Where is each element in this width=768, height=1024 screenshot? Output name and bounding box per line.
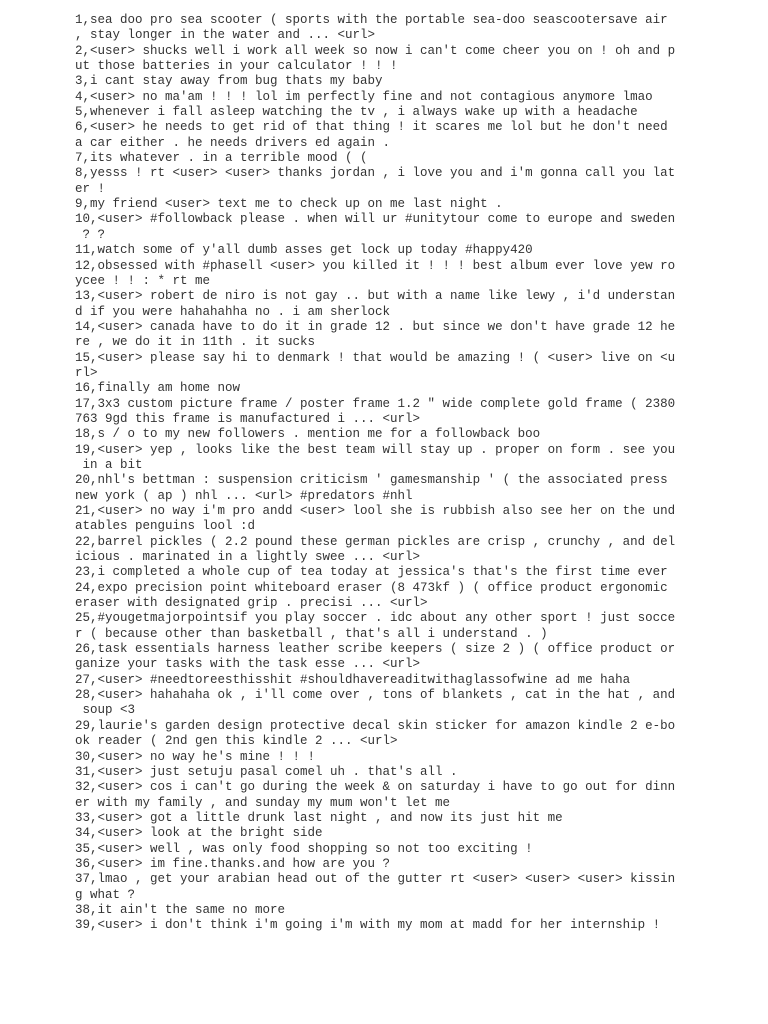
document-line: 12,obsessed with #phasell <user> you killed it ! ! ! best album ever love yew ro — [75, 258, 676, 273]
document-line: 23,i completed a whole cup of tea today at jessica's that's the first time ever — [75, 565, 668, 580]
document-line: in a bit — [75, 457, 143, 472]
text-document — [75, 13, 755, 934]
document-line: 17,3x3 custom picture frame / poster frame 1.2 " wide complete gold frame ( 2380 — [75, 396, 676, 411]
document-line: 31,<user> just setuju pasal comel uh . that's all . — [75, 764, 458, 779]
document-line: new york ( ap ) nhl ... <url> #predators #nhl — [75, 488, 413, 503]
document-line: 9,my friend <user> text me to check up on me last night . — [75, 197, 503, 212]
document-line: 8,yesss ! rt <user> <user> thanks jordan , i love you and i'm gonna call you lat — [75, 166, 676, 181]
document-line: 14,<user> canada have to do it in grade 12 . but since we don't have grade 12 he — [75, 319, 676, 334]
document-line: a car either . he needs drivers ed again . — [75, 135, 391, 150]
document-line: 16,finally am home now — [75, 381, 241, 396]
document-line: 10,<user> #followback please . when will ur #unitytour come to europe and sweden — [75, 212, 676, 227]
document-line: 4,<user> no ma'am ! ! ! lol im perfectly fine and not contagious anymore lmao — [75, 89, 653, 104]
document-line: 1,sea doo pro sea scooter ( sports with the portable sea-doo seascootersave air — [75, 13, 668, 27]
document-line: 5,whenever i fall asleep watching the tv , i always wake up with a headache — [75, 105, 638, 120]
document-line: 21,<user> no way i'm pro andd <user> lool she is rubbish also see her on the und — [75, 504, 676, 518]
document-line: er ! — [75, 181, 106, 196]
document-line: ganize your tasks with the task esse ... <url> — [75, 657, 421, 672]
document-line: 32,<user> cos i can't go during the week & on saturday i have to go out for dinn — [75, 780, 676, 795]
document-line: ycee ! ! : * rt me — [75, 273, 211, 288]
document-line: 2,<user> shucks well i work all week so now i can't come cheer you on ! oh and p — [75, 43, 676, 58]
document-line: , stay longer in the water and ... <url> — [75, 28, 376, 43]
document-line: 27,<user> #needtoreesthisshit #shouldhavereaditwithaglassofwine ad me haha — [75, 672, 631, 687]
document-line: 33,<user> got a little drunk last night , and now its just hit me — [75, 810, 563, 825]
document-line: 36,<user> im fine.thanks.and how are you ? — [75, 856, 391, 871]
document-line: 20,nhl's bettman : suspension criticism ' gamesmanship ' ( the associated press — [75, 473, 668, 488]
document-line: d if you were hahahahha no . i am sherlock — [75, 304, 391, 319]
document-line: soup <3 — [75, 703, 136, 718]
document-line: 763 9gd this frame is manufactured i ... <url> — [75, 411, 421, 426]
document-line: 13,<user> robert de niro is not gay .. but with a name like lewy , i'd understan — [75, 289, 676, 304]
document-line: 28,<user> hahahaha ok , i'll come over , tons of blankets , cat in the hat , and — [75, 688, 676, 703]
document-line: 15,<user> please say hi to denmark ! that would be amazing ! ( <user> live on <u — [75, 350, 676, 365]
document-line: 39,<user> i don't think i'm going i'm with my mom at madd for her internship ! — [75, 918, 661, 933]
document-line: 6,<user> he needs to get rid of that thing ! it scares me lol but he don't need — [75, 120, 668, 135]
document-line: 35,<user> well , was only food shopping so not too exciting ! — [75, 841, 533, 856]
document-line: ut those batteries in your calculator ! ! ! — [75, 59, 398, 74]
document-line: 37,lmao , get your arabian head out of the gutter rt <user> <user> <user> kissin — [75, 872, 676, 887]
document-line: eraser with designated grip . precisi ... <url> — [75, 596, 428, 611]
document-line: 25,#yougetmajorpointsif you play soccer . idc about any other sport ! just socce — [75, 611, 676, 626]
document-line: 38,it ain't the same no more — [75, 902, 286, 917]
document-line: 7,its whatever . in a terrible mood ( ( — [75, 151, 368, 166]
document-line: 22,barrel pickles ( 2.2 pound these german pickles are crisp , crunchy , and del — [75, 534, 676, 549]
document-line: 24,expo precision point whiteboard eraser (8 473kf ) ( office product ergonomic — [75, 580, 668, 595]
document-line: 34,<user> look at the bright side — [75, 826, 323, 841]
document-line: er with my family , and sunday my mum won't let me — [75, 795, 451, 810]
document-line: rl> — [75, 365, 98, 380]
document-line: 18,s / o to my new followers . mention me for a followback boo — [75, 427, 541, 442]
document-line: ok reader ( 2nd gen this kindle 2 ... <url> — [75, 734, 398, 749]
document-line: ? ? — [75, 227, 106, 242]
document-line: 30,<user> no way he's mine ! ! ! — [75, 749, 316, 764]
document-line: atables penguins lool :d — [75, 519, 256, 534]
document-line: g what ? — [75, 887, 136, 902]
document-line: 19,<user> yep , looks like the best team will stay up . proper on form . see you — [75, 442, 676, 457]
document-line: 3,i cant stay away from bug thats my baby — [75, 74, 383, 89]
document-line: 26,task essentials harness leather scribe keepers ( size 2 ) ( office product or — [75, 642, 676, 657]
document-line: icious . marinated in a lightly swee ... <url> — [75, 550, 421, 565]
document-line: 29,laurie's garden design protective decal skin sticker for amazon kindle 2 e-bo — [75, 718, 676, 733]
document-line: r ( because other than basketball , that's all i understand . ) — [75, 626, 548, 641]
document-line: re , we do it in 11th . it sucks — [75, 335, 316, 350]
document-line: 11,watch some of y'all dumb asses get lock up today #happy420 — [75, 243, 533, 258]
